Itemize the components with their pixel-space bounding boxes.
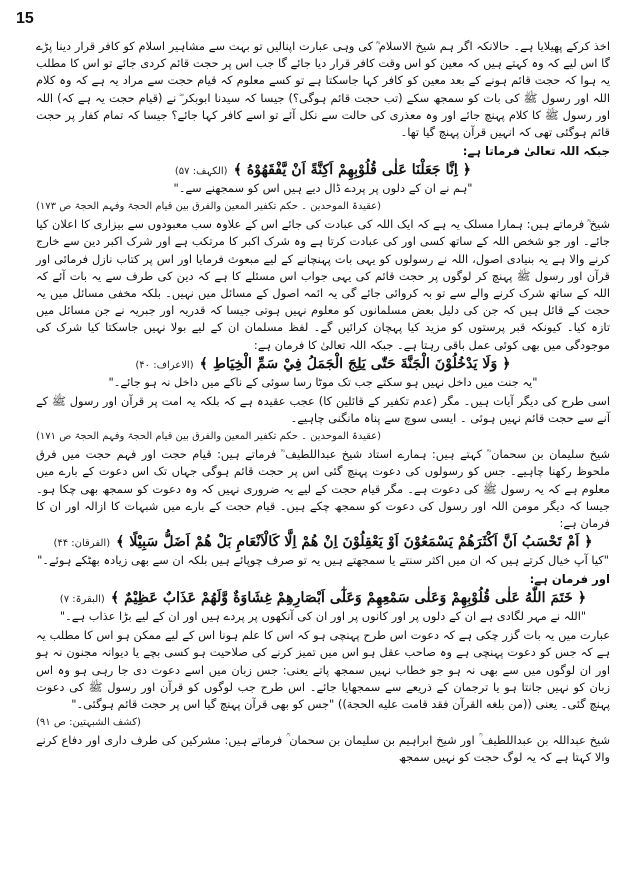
body-paragraph: شیخ سلیمان بن سحمان ؒ کہتے ہیں: ہمارے استاد شیخ عبداللطیف ؒ فرماتے ہیں: قیام حجت اور فہم حجت میں فرق ملحوظ رکھنا چاہیے۔ جس کو رسولوں کی دعوت پہنچ گئی اس پر حجت قائم ہوگی جہاں تک اس دعوت کے بارے میں معلوم ہے کہ یہ رسول ﷺ کی دعوت ہے۔ مگر قیام حجت کے لیے یہ ضروری نہیں کہ وہ دعوت کو سمجھ بھی چکا ہو۔ جیسا کہ دیگر مومن اللہ اور رسول کی دعوت کو سمجھ چکے ہیں۔ قیام حجت کے بارے میں شبہات کا ازالہ اور ان کا فرمان ہے: (36, 447, 610, 531)
verse-text: ﴿ اِنَّا جَعَلْنَا عَلٰى قُلُوْبِهِمْ اَكِنَّةً اَنْ يَّفْقَهُوْهُ ﴾ (233, 162, 472, 179)
verse-text: ﴿ خَتَمَ اللّٰهُ عَلٰى قُلُوْبِهِمْ وَعَلٰى سَمْعِهِمْ وَعَلٰٓى اَبْصَارِهِمْ غِشَاوَةٌ وَّلَهُمْ عَذَابٌ عَظِيْمٌ ﴾ (110, 590, 587, 607)
section-heading: جبکہ اللہ تعالیٰ فرماتا ہے: (462, 144, 610, 159)
section-heading: اور فرمان ہے: (529, 572, 610, 587)
verse-reference: (الاعراف: ۴۰) (135, 359, 194, 371)
quran-verse (36, 162, 610, 178)
quran-verse (36, 534, 610, 550)
quran-verse (36, 590, 610, 606)
body-paragraph: عبارت میں یہ بات گزر چکی ہے کہ دعوت اس طرح پہنچی ہو کہ اس کا علم ہونا اس کے لیے ممکن ہو اس کا مطلب یہ ہے کہ جس کو دعوت پہنچی ہے وہ صاحب عقل ہو اس میں تمیز کرنے کی صلاحیت ہو کسی بچے یا دیوانہ مجنون نہ ہو اور ان لوگوں میں سے بھی نہ ہو جو خطاب نہیں سمجھ پاتے یعنی: جس زبان میں اسے دعوت دی جا رہی ہو وہ اس زبان کو نہیں جانتا ہو یا ترجمان کے ذریعے سے سمجھایا جائے۔ اس طرح جب لوگوں کو قرآن اور رسول ﷺ کی دعوت پہنچ گئی۔ یعنی ((من بلغه القرآن فقد قامت عليه الحجة)) "جس کو بھی قرآن پہنچ گیا اس پر حجت قائم ہوگئی۔" (36, 628, 610, 712)
verse-text: ﴿ اَمْ تَحْسَبُ اَنَّ اَكْثَرَهُمْ يَسْمَعُوْنَ اَوْ يَعْقِلُوْنَ اِنْ هُمْ اِلَّا كَالْاَنْعَامِ بَلْ هُمْ اَضَلُّ سَبِيْلًا ﴾ (116, 534, 593, 551)
verse-reference: (البقرۃ: ۷) (59, 594, 105, 606)
source-citation: (عقیدۃ الموحدین ۔ حکم تکفیر المعین والفرق بین قیام الحجۃ وفہم الحجۃ ص ۱۷۱) (36, 431, 382, 443)
body-paragraph: شیخ عبداللہ بن عبداللطیف ؒ اور شیخ ابراہیم بن سلیمان بن سحمان ؒ فرماتے ہیں: مشرکین کی طرف داری اور دفاع کرنے والا کہتا ہے کہ یہ لوگ حجت کو نہیں سمجھ (36, 733, 610, 765)
body-paragraph: اسی طرح کی دیگر آیات ہیں۔ مگر (عدم تکفیر کے قائلین کا) عجب عقیدہ ہے کہ بلکہ یہ امت پر قرآن اور رسول ﷺ کے آنے سے حجت قائم نہیں ہوئی ۔ ایسی سوچ سے پناہ مانگنی چاہیے۔ (36, 393, 610, 426)
source-citation: (عقیدۃ الموحدین ۔ حکم تکفیر المعین والفرق بین قیام الحجۃ وفہم الحجۃ ص ۱۷۳) (36, 201, 382, 213)
verse-reference: (الکہف: ۵۷) (174, 166, 228, 178)
body-paragraph: شیخ ؒ فرماتے ہیں: ہمارا مسلک یہ ہے کہ ایک اللہ کی عبادت کی جائے اس کے علاوہ سب معبودوں سے بیزاری کا اعلان کیا جائے۔ اور جو شخص اللہ کے ساتھ کسی اور کی عبادت کرتا ہے وہ شرک اکبر کا مرتکب ہے اور شرک اکبر دین سے خارج کرنے والا ہے یہ بنیادی اصول، اللہ نے رسولوں کو یہی بات پہنچانے کے لیے مبعوث فرمایا اور اس پر کتاب نازل فرمائی اور قرآن اور رسول ﷺ پہنچ کر لوگوں پر حجت قائم کی یہی جواب اس مسئلے کا ہے کہ دین کی طرف سے یہ بات آئے کہ اللہ کے ساتھ شرک کرنے والے سے تو بہ کروائی جائے گی یہ ائمہ اصول کے مسائل میں نہیں۔ بلکہ مخفی مسائل میں یہ حجت کے قائل ہیں کہ جن کی دلیل بعض مسلمانوں کو معلوم نہیں ہوتی جیسا کہ قدریہ اور جبریہ نے جن مسائل میں تازہ کیا۔ کیونکہ قبر پرستوں کو مزید کیا پہچان کرائیں گے۔ لفظ مسلمان ان کے لیے بولا نہیں جاسکتا کیا شرک کی موجودگی میں بھی کوئی عمل باقی رہتا ہے۔ جبکہ اللہ تعالیٰ کا فرمان ہے: (36, 217, 610, 352)
verse-translation: "ہم نے ان کے دلوں پر پردے ڈال دیے ہیں اس کو سمجھنے سے۔" (173, 181, 473, 196)
source-citation: (کشف الشبہتین: ص ۹۱) (36, 717, 141, 729)
verse-translation: "کیا آپ خیال کرتے ہیں کہ ان میں اکثر سنتے یا سمجھتے ہیں یہ تو صرف چوپائے ہیں بلکہ ان سے بھی زیادہ بھٹکے ہوئے۔" (37, 553, 609, 568)
verse-translation: "اللہ نے مہر لگادی ہے ان کے دلوں پر اور کانوں پر اور ان کی آنکھوں پر پردے ہیں اور ان کے لیے بڑا عذاب ہے۔" (59, 609, 587, 624)
quran-verse (36, 356, 610, 372)
verse-translation: "یہ جنت میں داخل نہیں ہو سکتے جب تک موٹا رسا سوئی کے ناکے میں داخل نہ ہو جائے۔" (108, 374, 538, 389)
page-content (36, 38, 610, 769)
verse-reference: (الفرقان: ۴۴) (53, 538, 111, 550)
page-number: 15 (16, 10, 34, 27)
body-paragraph: اخذ کرکے پھیلایا ہے۔ حالانکہ اگر ہم شیخ الاسلام ؒ کی وہی عبارت اپنالیں تو بہت سے مشاہیر اسلام کو کافر قرار دینا پڑے گا اس لیے کہ وہ کہتے ہیں کہ معین کو اس وقت کافر قرار دیا جائے گا جب اس پر حجت قائم کردی جائے تو اس کا مطلب یہ ہوا کہ حجت قائم ہونے کے بعد معین کو کافر کہا جاسکتا ہے تو کسے معلوم کہ قیام حجت سے مراد یہ ہے کہ وہ کلام اللہ اور رسول ﷺ کی بات کو سمجھ سکے (تب حجت قائم ہوگی؟) جیسا کہ سیدنا ابوبکر ؓ نے (قیام حجت یہ ہے کہ) اللہ اور رسول ﷺ کا کلام پہنچ جائے اور وہ معذری کی حالت سے نکل آئے تو اسے کافر کہا جائے؟ جیسا کہ تمام کفار پر حجت قائم ہوگئی تھی کہ انہیں قرآن پہنچ گیا تھا۔ (36, 39, 610, 140)
verse-text: ﴿ وَلَا يَدْخُلُوْنَ الْجَنَّةَ حَتّٰى يَلِجَ الْجَمَلُ فِيْ سَمِّ الْخِيَاطِ ﴾ (199, 355, 511, 372)
